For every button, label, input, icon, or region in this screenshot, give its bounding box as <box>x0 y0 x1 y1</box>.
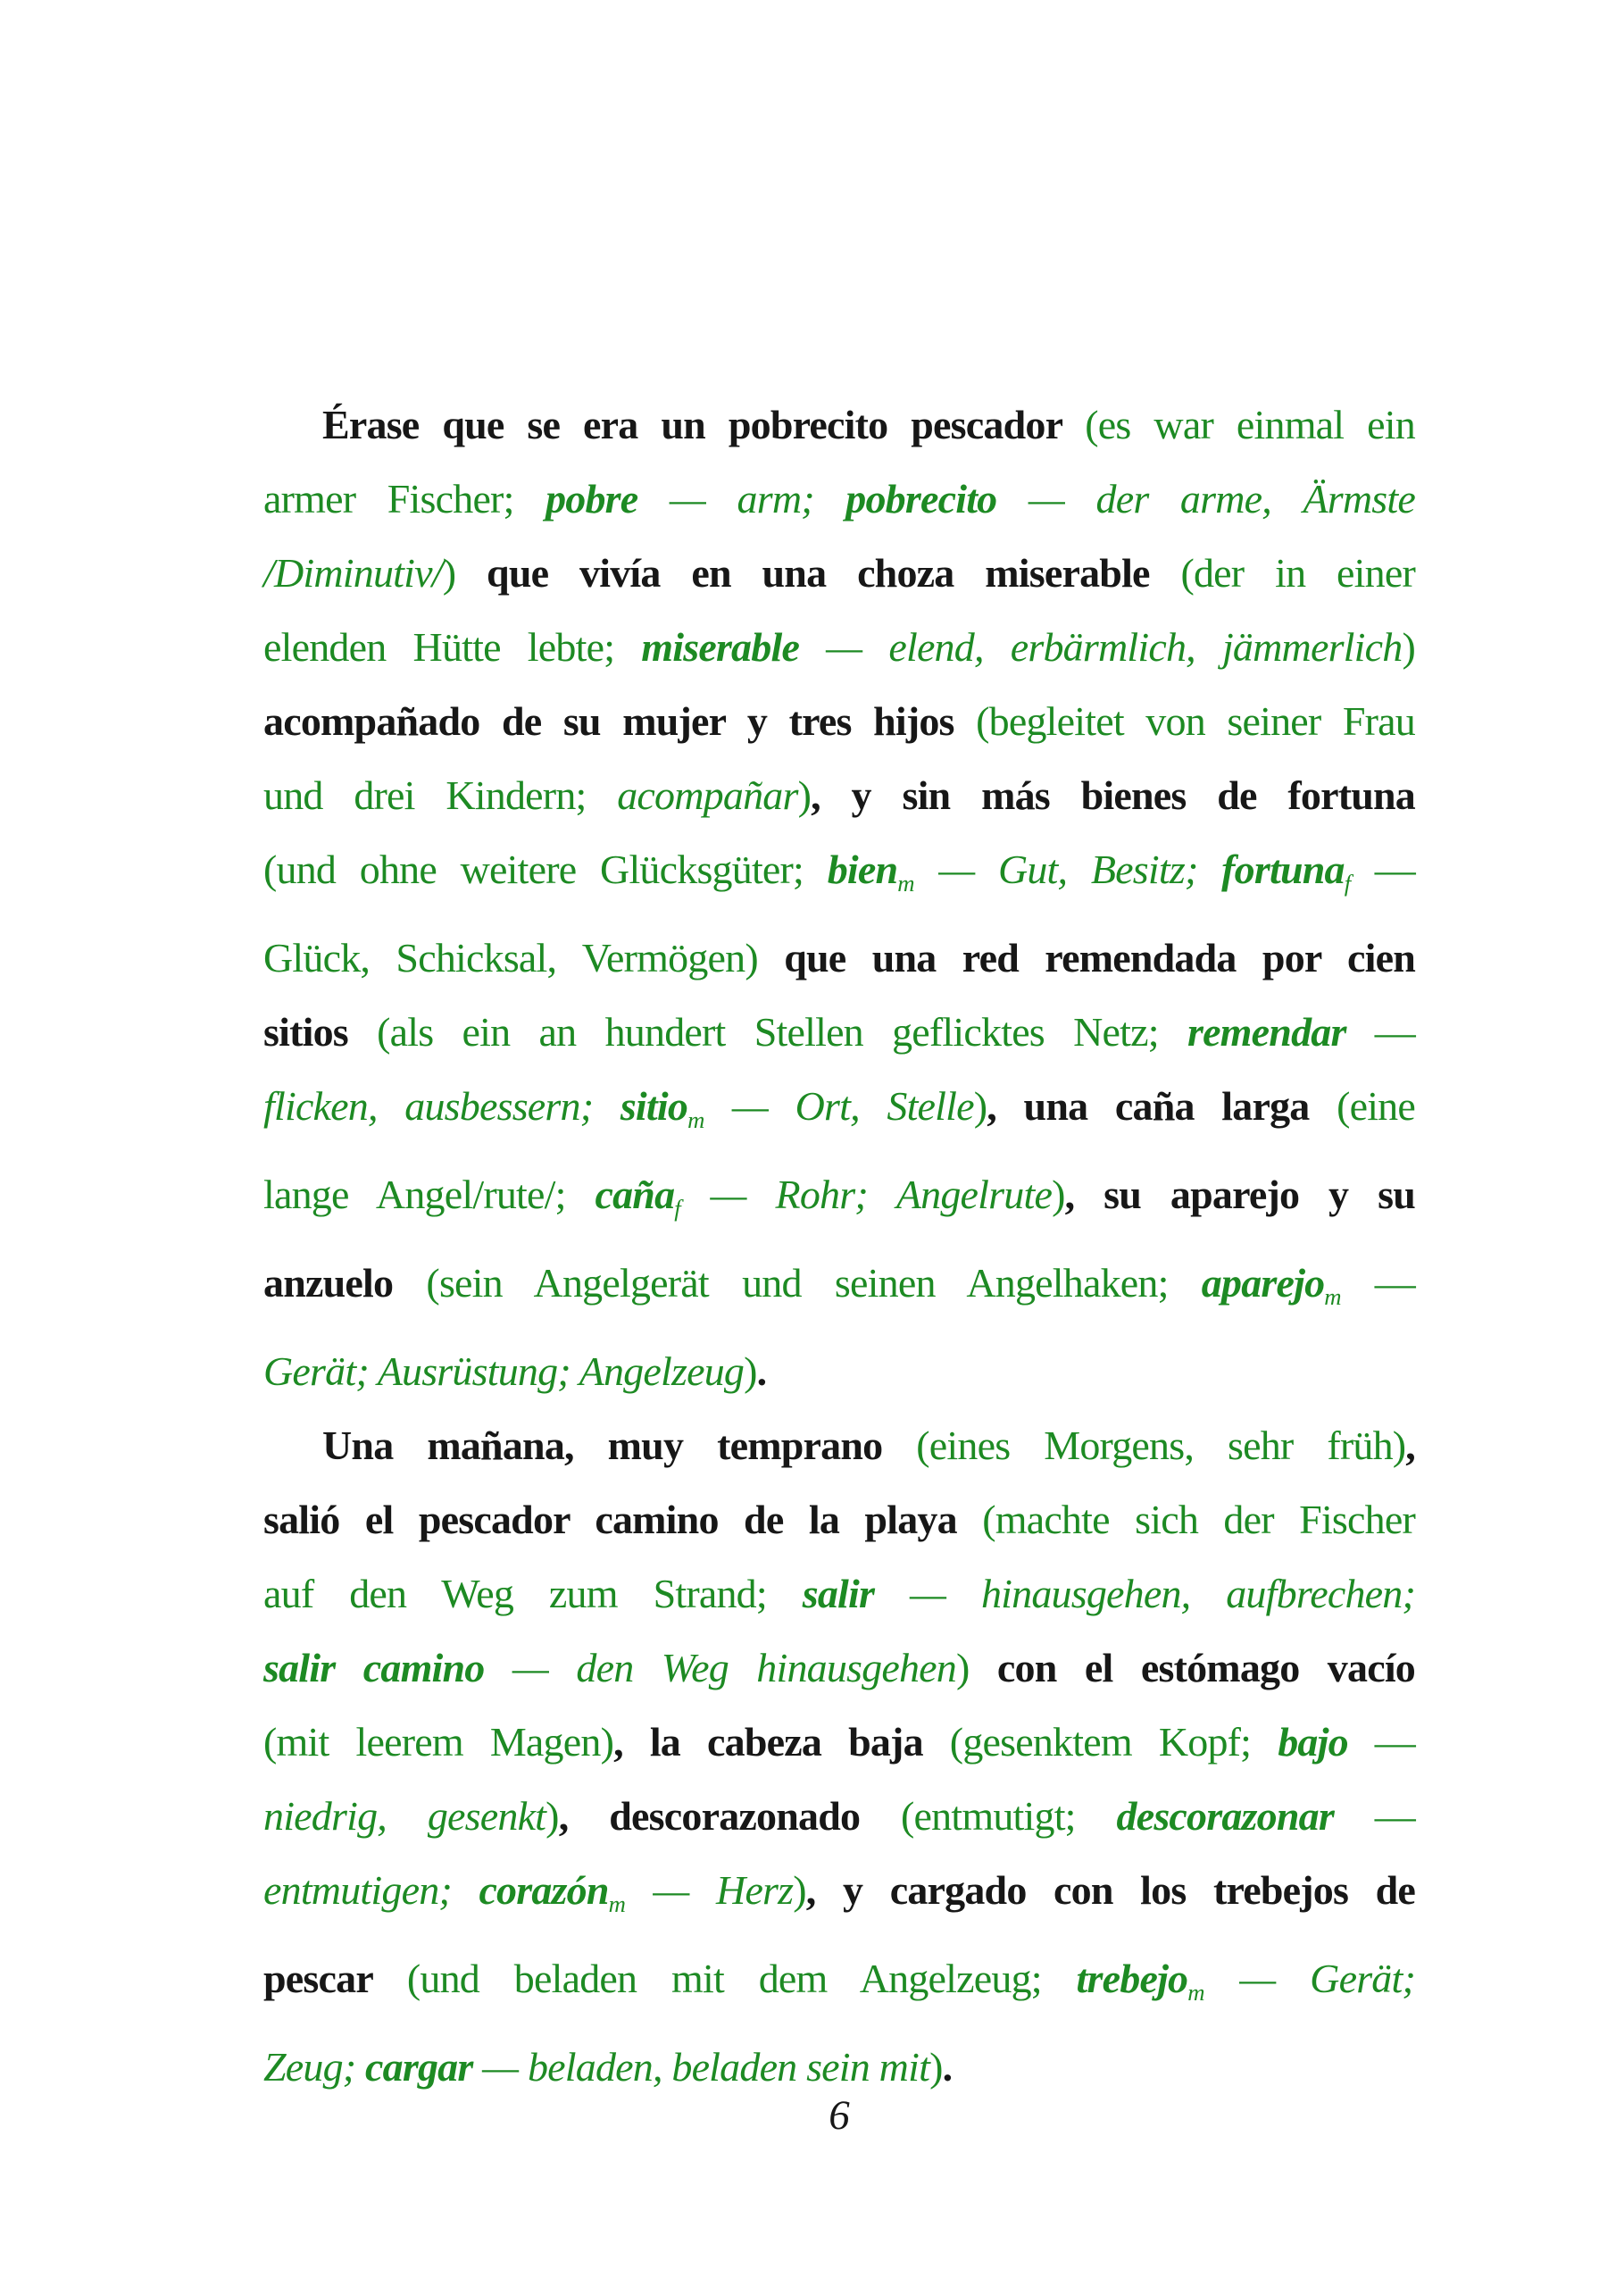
text-line <box>263 832 1415 921</box>
german-gloss: ) <box>973 1083 987 1130</box>
spanish-text: salió el pescador camino de la playa <box>263 1497 983 1543</box>
spanish-text: que vivía en una choza miserable <box>487 550 1181 596</box>
text-line <box>263 1246 1415 1334</box>
spanish-text: , la cabeza baja <box>613 1719 950 1765</box>
german-gloss: bien <box>827 847 898 892</box>
text-line <box>263 1556 1415 1631</box>
german-gloss: fortuna <box>1221 847 1345 892</box>
german-gloss: m <box>687 1106 705 1134</box>
text-line <box>263 758 1415 832</box>
german-gloss: caña <box>595 1172 675 1218</box>
text-line <box>263 1408 1415 1482</box>
german-gloss: (eine <box>1337 1083 1415 1130</box>
text-line <box>263 1482 1415 1556</box>
german-gloss: (und beladen mit dem Angelzeug; <box>406 1956 1077 2002</box>
spanish-text: , descorazonado <box>558 1793 902 1840</box>
german-gloss: flicken, ausbessern; <box>263 1083 620 1130</box>
text-line <box>263 1853 1415 1941</box>
german-gloss: corazón <box>479 1867 609 1914</box>
text-line <box>263 1779 1415 1853</box>
german-gloss: — <box>1351 847 1415 892</box>
german-gloss: m <box>897 870 915 897</box>
german-gloss: (machte sich der Fischer <box>982 1497 1415 1543</box>
text-block <box>263 388 1415 2104</box>
german-gloss: bajo <box>1278 1719 1348 1765</box>
german-gloss: pobre <box>545 476 638 522</box>
text-line <box>263 684 1415 758</box>
spanish-text: Érase que se era un pobrecito pescador <box>322 402 1086 447</box>
german-gloss: lange Angel/rute/; <box>263 1172 595 1218</box>
german-gloss: m <box>1324 1283 1342 1311</box>
german-gloss: salir camino <box>263 1645 485 1691</box>
text-line <box>263 995 1415 1069</box>
german-gloss: — Gerät; <box>1204 1956 1416 2002</box>
german-gloss: Glück, Schicksal, Vermögen) <box>263 935 785 981</box>
german-gloss: — der arme, Ärmste <box>996 476 1415 522</box>
german-gloss: — Ort, Stelle <box>704 1083 974 1130</box>
german-gloss: f <box>1344 870 1352 897</box>
german-gloss: ) <box>1402 624 1415 670</box>
spanish-text: pescar <box>263 1956 407 2002</box>
spanish-text: con el estómago vacío <box>996 1645 1416 1691</box>
german-gloss: — <box>1341 1260 1415 1306</box>
german-gloss: ) <box>797 772 812 818</box>
german-gloss: ) <box>929 2044 943 2090</box>
spanish-text: , y cargado con los trebejos de <box>805 1867 1415 1914</box>
german-gloss: ) <box>545 1793 559 1840</box>
text-line <box>263 1157 1415 1246</box>
german-gloss: pobrecito <box>845 476 997 522</box>
spanish-text: , una caña larga <box>987 1083 1337 1130</box>
german-gloss: miserable <box>641 624 800 670</box>
german-gloss: — elend, erbärmlich, jämmerlich <box>799 624 1403 670</box>
text-line <box>263 462 1415 536</box>
german-gloss: — arm; <box>637 476 846 522</box>
text-line <box>263 388 1415 462</box>
german-gloss: (sein Angelgerät und seinen Angelhaken; <box>426 1260 1202 1306</box>
german-gloss: — <box>1333 1793 1415 1840</box>
german-gloss: — Rohr; Angelrute <box>680 1172 1053 1218</box>
text-line <box>263 1334 1415 1408</box>
spanish-text: , su aparejo y su <box>1064 1172 1415 1218</box>
german-gloss: ) <box>956 1645 997 1691</box>
german-gloss: (und ohne weitere Glücksgüter; <box>263 847 828 892</box>
german-gloss: ) <box>793 1867 806 1914</box>
german-gloss: (mit leerem Magen) <box>263 1719 614 1765</box>
page-number: 6 <box>829 2092 850 2139</box>
spanish-text: , y sin más bienes de fortuna <box>811 772 1415 818</box>
german-gloss: ) <box>744 1348 757 1395</box>
german-gloss: ) <box>442 550 487 596</box>
spanish-text: , <box>1405 1423 1415 1469</box>
german-gloss: (entmutigt; <box>901 1793 1117 1840</box>
german-gloss: Gerät; Ausrüstung; Angelzeug <box>263 1348 745 1395</box>
german-gloss: — beladen, beladen sein mit <box>472 2044 930 2090</box>
german-gloss: m <box>1187 1979 1205 2007</box>
german-gloss: trebejo <box>1076 1956 1188 2002</box>
german-gloss: aparejo <box>1201 1260 1325 1306</box>
german-gloss: (begleitet von seiner Frau <box>976 698 1415 744</box>
german-gloss: — <box>1347 1719 1416 1765</box>
german-gloss: — den Weg hinausgehen <box>484 1645 956 1691</box>
text-line <box>263 1631 1415 1705</box>
german-gloss: entmutigen; <box>263 1867 479 1914</box>
german-gloss: salir <box>802 1571 875 1617</box>
german-gloss: und drei Kindern; <box>263 772 618 818</box>
german-gloss: (der in einer <box>1180 550 1415 596</box>
spanish-text: sitios <box>263 1009 378 1056</box>
german-gloss: acompañar <box>617 772 798 818</box>
text-line <box>263 1069 1415 1157</box>
german-gloss: niedrig, gesenkt <box>263 1793 546 1840</box>
german-gloss: armer Fischer; <box>263 476 546 522</box>
german-gloss: remendar <box>1187 1009 1346 1056</box>
spanish-text: acompañado de su mujer y tres hijos <box>263 698 977 744</box>
german-gloss: (als ein an hundert Stellen geflicktes Netz; <box>377 1009 1187 1056</box>
spanish-text: . <box>756 1348 767 1395</box>
german-gloss: f <box>674 1195 681 1222</box>
german-gloss: /Diminutiv/ <box>263 550 443 596</box>
german-gloss: elenden Hütte lebte; <box>263 624 642 670</box>
german-gloss: — hinausgehen, aufbrechen; <box>874 1571 1415 1617</box>
spanish-text: . <box>942 2044 953 2090</box>
german-gloss: — Gut, Besitz; <box>914 847 1222 892</box>
german-gloss: Zeug; <box>263 2044 366 2090</box>
german-gloss: (es war einmal ein <box>1085 402 1415 447</box>
german-gloss: ) <box>1052 1172 1065 1218</box>
german-gloss: (gesenktem Kopf; <box>949 1719 1278 1765</box>
german-gloss: (eines Morgens, sehr früh) <box>916 1423 1406 1469</box>
spanish-text: anzuelo <box>263 1260 427 1306</box>
german-gloss: sitio <box>620 1083 688 1130</box>
german-gloss: cargar <box>365 2044 473 2090</box>
german-gloss: auf den Weg zum Strand; <box>263 1571 803 1617</box>
text-line <box>263 1705 1415 1779</box>
german-gloss: m <box>608 1890 626 1918</box>
spanish-text: que una red remendada por cien <box>784 935 1415 981</box>
text-line <box>263 921 1415 995</box>
text-line <box>263 536 1415 610</box>
german-gloss: — <box>1345 1009 1415 1056</box>
text-line <box>263 610 1415 684</box>
text-line <box>263 1941 1415 2030</box>
german-gloss: — Herz <box>625 1867 794 1914</box>
spanish-text: Una mañana, muy temprano <box>322 1423 917 1469</box>
german-gloss: descorazonar <box>1116 1793 1334 1840</box>
